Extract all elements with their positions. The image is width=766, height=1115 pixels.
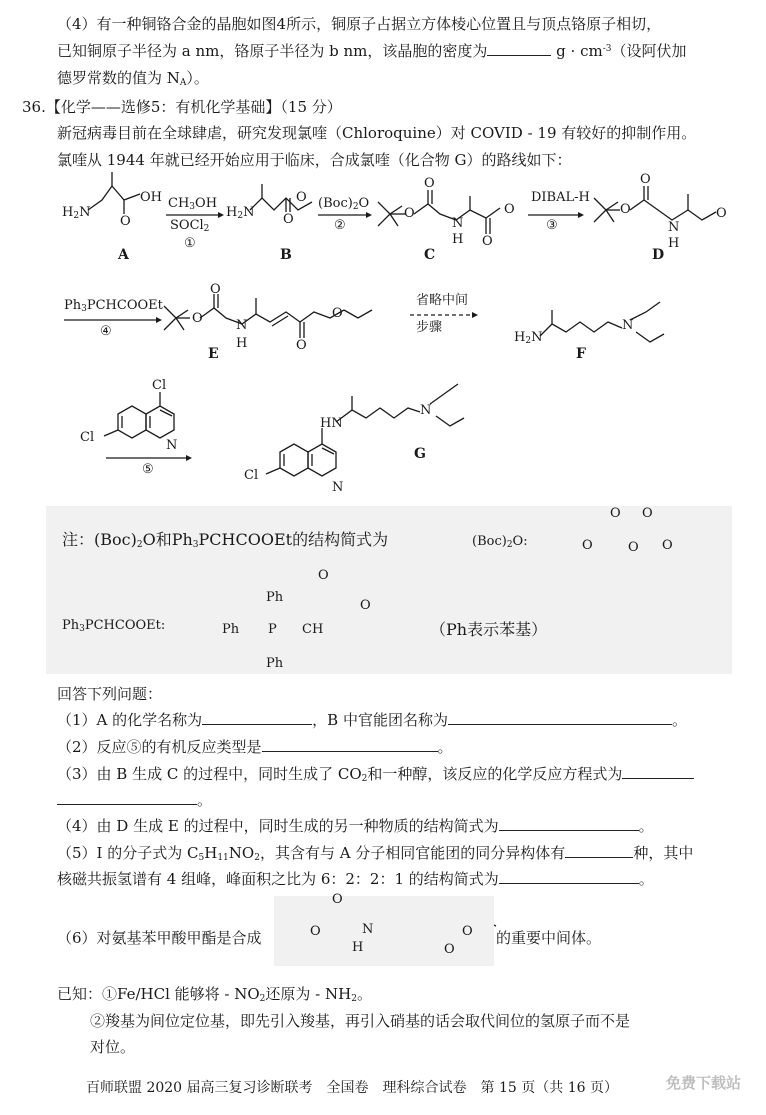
answer-blank-q1a[interactable]: [202, 710, 312, 725]
structure-A: [88, 172, 140, 214]
known-2: ②羧基为间位定位基，即先引入羧基，再引入硝基的话会取代间位的氢原子而不是: [90, 1012, 631, 1030]
atom-o-q6: O: [310, 924, 321, 939]
q36-intro-line1: 新冠病毒目前在全球肆虐，研究发现氯喹（Chloroquine）对 COVID - 19 有较好的抑制作用。: [57, 124, 697, 142]
answer-blank-q5a[interactable]: [565, 843, 633, 858]
watermark: 免费下载站: [666, 1074, 742, 1092]
question-6-lead: （6）对氨基苯甲酸甲酯是合成: [57, 929, 262, 947]
reagent-step1-bottom: SOCl$_2$: [170, 218, 210, 234]
atom-h2n-B: $H_2N$: [226, 205, 255, 221]
wittig-p: P: [268, 622, 277, 637]
atom-n-E: N: [236, 318, 248, 333]
omit-steps-line2: 步骤: [416, 320, 443, 335]
compound-label-C: C: [424, 247, 436, 263]
compound-label-D: D: [652, 247, 665, 263]
q6-structure-box: [274, 896, 494, 966]
atom-hn-G: HN: [320, 416, 343, 431]
atom-o2-B: O: [283, 212, 294, 227]
wittig-ch: CH: [302, 622, 324, 637]
atom-n-quinoline: N: [166, 438, 178, 453]
compound-label-B: B: [280, 247, 292, 263]
atom-cl-quinoline-7: Cl: [80, 430, 95, 445]
structure-dichloroquinoline: [104, 392, 174, 438]
atom-o4-C: O: [504, 202, 515, 217]
atom-cl-quinoline-4: Cl: [152, 378, 167, 393]
question-6-tail: 的重要中间体。: [496, 929, 602, 947]
atom-o-C: O: [404, 206, 415, 221]
atom-o2-q6: O: [332, 892, 343, 907]
page-footer: 百师联盟 2020 届高三复习诊断联考 全国卷 理科综合试卷 第 15 页（共 16 页）: [86, 1080, 618, 1096]
compound-label-A: A: [118, 247, 129, 263]
compound-label-F: F: [576, 346, 586, 362]
atom-o3-C: O: [482, 234, 493, 249]
omit-steps-line1: 省略中间: [416, 293, 469, 308]
atom-o-B: O: [296, 190, 307, 205]
atom-n-q6: N: [362, 922, 374, 937]
atom-o4-boc: O: [642, 506, 653, 521]
wittig-ph-top: Ph: [266, 590, 284, 605]
note-wittig-label: $Ph_3PCHCOOEt$:: [62, 618, 166, 634]
question-2: （2）反应⑤的有机反应类型是 。: [57, 738, 453, 756]
atom-n-G-ring: N: [332, 480, 344, 495]
question-4: （4）由 D 生成 E 的过程中，同时生成的另一种物质的结构简式为 。: [57, 817, 654, 835]
answer-blank-q4[interactable]: [499, 816, 639, 831]
question-3: （3）由 B 生成 C 的过程中，同时生成了 $CO_2$和一种醇，该反应的化学反应方程式为: [57, 764, 694, 784]
compound-label-G: G: [414, 446, 426, 462]
note-ph-meaning: （Ph表示苯基）: [430, 620, 548, 639]
answer-blank-q3a[interactable]: [622, 764, 694, 779]
known-3: 对位。: [90, 1038, 136, 1056]
structure-D: [594, 186, 716, 222]
step-number-2: ②: [334, 218, 346, 233]
atom-o-D: O: [620, 202, 631, 217]
atom-h-C: H: [452, 232, 464, 247]
reagent-step3: DIBAL-H: [531, 190, 590, 205]
q35-part4-line1: （4）有一种铜铬合金的晶胞如图4所示，铜原子占据立方体棱心位置且与顶点铬原子相切，: [57, 15, 662, 33]
atom-n-C: N: [452, 216, 464, 231]
question-5-cont: 核磁共振氢谱有 4 组峰，峰面积之比为 6：2：2：1 的结构简式为 。: [57, 870, 654, 888]
structure-F: [540, 302, 664, 342]
structure-C: [378, 190, 500, 234]
atom-o3-q6: O: [444, 942, 455, 957]
note-text: 注：$(Boc)_2O$和$Ph_3PCHCOOEt$的结构简式为: [62, 530, 389, 550]
structure-G: [266, 384, 464, 476]
atom-n-D: N: [668, 220, 680, 235]
atom-o2-C: O: [424, 176, 435, 191]
atom-o-boc: O: [582, 538, 593, 553]
atom-o2-wittig: O: [360, 598, 371, 613]
note-boc2o-label: $(Boc)_2O$:: [472, 534, 528, 550]
answer-blank-q2[interactable]: [262, 737, 438, 752]
atom-o-A: O: [120, 214, 131, 229]
atom-o3-E: O: [296, 338, 307, 353]
atom-h-q6: H: [352, 940, 364, 955]
questions-lead: 回答下列问题：: [57, 685, 163, 703]
reagent-step4: $Ph_3PCHCOOEt$: [64, 298, 163, 314]
answer-blank-q1b[interactable]: [448, 710, 672, 725]
question-5: （5）I 的分子式为 $C_5H_{11}NO_2$，其含有与 A 分子相同官能团的同分异构体有 种，其中: [57, 844, 694, 863]
atom-n-F: N: [622, 318, 634, 333]
atom-o2-boc: O: [610, 506, 621, 521]
step-number-3: ③: [546, 218, 558, 233]
atom-cl-G: Cl: [244, 468, 259, 483]
answer-blank-q5b[interactable]: [499, 869, 639, 884]
atom-h-D: H: [668, 236, 680, 251]
q36-header: 36.【化学——选修5：有机化学基础】（15 分）: [22, 98, 342, 116]
atom-o4-q6: O: [462, 924, 473, 939]
answer-blank-q3b[interactable]: [57, 790, 197, 805]
q35-part4-line3: 德罗常数的值为 $N_A$）。: [57, 69, 209, 88]
atom-oh-A: OH: [140, 190, 162, 205]
known-1: 已知：①Fe/HCl 能够将 - $NO_2$还原为 - $NH_2$。: [57, 985, 372, 1004]
atom-n-G: N: [420, 403, 432, 418]
atom-o4-E: O: [332, 306, 343, 321]
atom-o3-boc: O: [628, 540, 639, 555]
wittig-ph-bottom: Ph: [266, 656, 284, 671]
q35-part4-line2: 已知铜原子半径为 a nm，铬原子半径为 b nm，该晶胞的密度为 $g \cdot cm^{-3}$（设阿伏加: [57, 42, 687, 60]
wittig-ph-left: Ph: [222, 622, 240, 637]
atom-o-wittig: O: [318, 568, 329, 583]
q36-intro-line2: 氯喹从 1944 年就已经开始应用于临床，合成氯喹（化合物 G）的路线如下：: [57, 151, 572, 169]
atom-o2-E: O: [210, 282, 221, 297]
atom-h2n-F: $H_2N$: [514, 330, 543, 346]
atom-o3-D: O: [716, 206, 727, 221]
compound-label-E: E: [208, 346, 219, 362]
question-3-cont: 。: [57, 790, 212, 810]
atom-h-E: H: [236, 336, 248, 351]
atom-h2n-A: $H_2N$: [62, 205, 91, 221]
reagent-step2: $(Boc)_2O$: [318, 196, 370, 212]
atom-o-E: O: [192, 311, 203, 326]
step-number-4: ④: [100, 324, 112, 339]
step-number-5: ⑤: [142, 462, 154, 477]
atom-o5-boc: O: [662, 538, 673, 553]
reagent-step1-top: $CH_3OH$: [168, 196, 218, 212]
step-number-1: ①: [184, 236, 196, 251]
atom-o2-D: O: [640, 172, 651, 187]
question-1: （1）A 的化学名称为 ，B 中官能团名称为 。: [57, 711, 687, 729]
